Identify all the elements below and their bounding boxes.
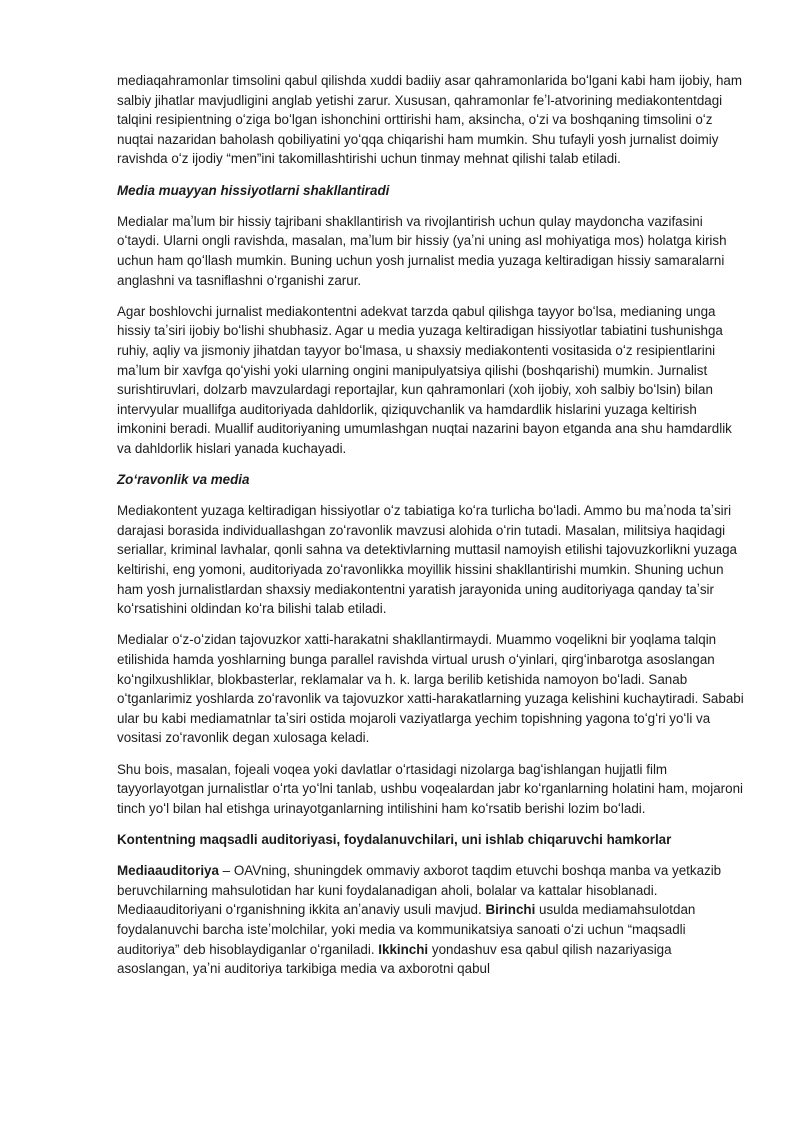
paragraph (117, 861, 747, 979)
paragraph-text: usulda mediamahsulotdan foydalanuvchi barcha isteʼmolchilar, yoki media va kommunikatsiya sanoati oʻzi uchun “maqsadli auditoriya” deb hisoblaydiganlar oʻrganiladi. (117, 902, 696, 957)
paragraph-text: yondashuv esa qabul qilish nazariyasiga asoslangan, yaʼni auditoriya tarkibiga media va axborotni qabul (117, 941, 672, 977)
paragraph: Medialar maʼlum bir hissiy tajribani shakllantirish va rivojlantirish uchun qulay maydoncha vazifasini oʻtaydi. Ularni ongli ravishda, masalan, maʼlum bir hissiy (yaʼni uning asl mohiyatiga mos) holatga kirish uchun ham qoʻllash mumkin. Buning uchun yosh jurnalist media yuzaga keltiradigan hissiy samaralarni anglashni va tasniflashni oʻrganishi zarur. (117, 213, 727, 288)
term-bold: Birinchi (485, 902, 536, 918)
term-bold: Mediaauditoriya (117, 863, 219, 879)
paragraph: mediaqahramonlar timsolini qabul qilishda xuddi badiiy asar qahramonlarida boʻlgani kabi ham ijobiy, ham salbiy jihatlar mavjudligini anglab yetishi zarur. Xususan, qahramonlar feʼl-atvorining mediakontentdagi talqini resipientning oʻziga boʻlgan ishonchini orttirishi ham, aksincha, oʻzi va boshqaning timsolini oʻz nuqtai nazaridan baholash qobiliyatini yoʻqqa chiqarishi ham mumkin. Shu tufayli yosh jurnalist doimiy ravishda oʻz ijodiy “men”ini takomillashtirishi uchun tinmay mehnat qilishi talab etiladi. (117, 73, 742, 167)
paragraph-text: – OAVning, shuningdek ommaviy axborot taqdim etuvchi boshqa manba va yetkazib beruvchilarning mahsulotidan har kuni foydalanadigan aholi, bolalar va kattalar hisoblanadi. Mediaauditoriyani oʻrganishning ikkita anʼanaviy usuli mavjud. (117, 863, 722, 918)
section-heading: Media muayyan hissiyotlarni shakllantiradi (117, 182, 390, 198)
paragraph: Shu bois, masalan, fojeali voqea yoki davlatlar oʻrtasidagi nizolarga bagʻishlangan hujjatli film tayyorlayotgan jurnalistlar oʻrta yoʻlni tanlab, ushbu voqealardan jabr koʻrganlarning holatini ham, mojaroni tinch yoʻl bilan hal etishga urinayotganlarning intilishini ham koʻrsatib berishi lozim boʻladi. (117, 761, 743, 816)
term-bold: Ikkinchi (378, 941, 429, 957)
paragraph: Medialar oʻz-oʻzidan tajovuzkor xatti-harakatni shakllantirmaydi. Muammo voqelikni bir yoqlama talqin etilishida hamda yoshlarning bunga parallel ravishda virtual urush oʻyinlari, qirgʻinbarotga asoslangan koʻngilxushliklar, blokbasterlar, reklamalar va h. k. larga berilib ketishida namoyon boʻladi. Sanab oʻtganlarimiz yoshlarda zoʻravonlik va tajovuzkor xatti-harakatlarning yuzaga kelishini kuchaytiradi. Sababi ular bu kabi mediamatnlar taʼsiri ostida mojaroli vaziyatlarga yechim topishning yagona toʻgʻri yoʻli va vositasi zoʻravonlik degan xulosaga keladi. (117, 632, 744, 746)
document-body (117, 71, 747, 990)
paragraph: Agar boshlovchi jurnalist mediakontentni adekvat tarzda qabul qilishga tayyor boʻlsa, medianing unga hissiy taʼsiri ijobiy boʻlishi shubhasiz. Agar u media yuzaga keltiradigan hissiyotlar tabiatini tushunishga ruhiy, aqliy va jismoniy jihatdan tayyor boʻlmasa, u shaxsiy mediakontenti vositasida oʻz resipientlarini maʼlum bir xavfga qoʻyishi yoki ularning ongini manipulyatsiya qilishi (boshqarishi) mumkin. Jurnalist surishtiruvlari, dolzarb mavzulardagi reportajlar, kun qahramonlari (xoh ijobiy, xoh salbiy boʻlsin) bilan intervyular muallifga auditoriyada dahldorlik, qiziquvchanlik va hamdardlik hislarini yuzaga keltirish imkonini beradi. Muallif auditoriyaning umumlashgan nuqtai nazarini bayon etganda ana shu hamdardlik va dahldorlik hislari yanada kuchayadi. (117, 303, 732, 456)
paragraph: Mediakontent yuzaga keltiradigan hissiyotlar oʻz tabiatiga koʻra turlicha boʻladi. Ammo bu maʼnoda taʼsiri darajasi borasida individuallashgan zoʻravonlik mavzusi alohida oʻrin tutadi. Masalan, militsiya haqidagi seriallar, kriminal lavhalar, qonli sahna va detektivlarning muttasil namoyish etilishi tajovuzkorlikni yuzaga keltirishi, eng yomoni, auditoriyada zoʻravonlikka moyillik hissini shakllantirishi mumkin. Shuning uchun ham yosh jurnalistlardan shaxsiy mediakontentni yaratish jarayonida uning auditoriyaga qanday taʼsir koʻrsatishini oldindan koʻra bilishi talab etiladi. (117, 503, 737, 617)
section-heading: Kontentning maqsadli auditoriyasi, foydalanuvchilari, uni ishlab chiqaruvchi hamkorlar (117, 831, 672, 847)
section-heading: Zoʻravonlik va media (117, 472, 250, 488)
